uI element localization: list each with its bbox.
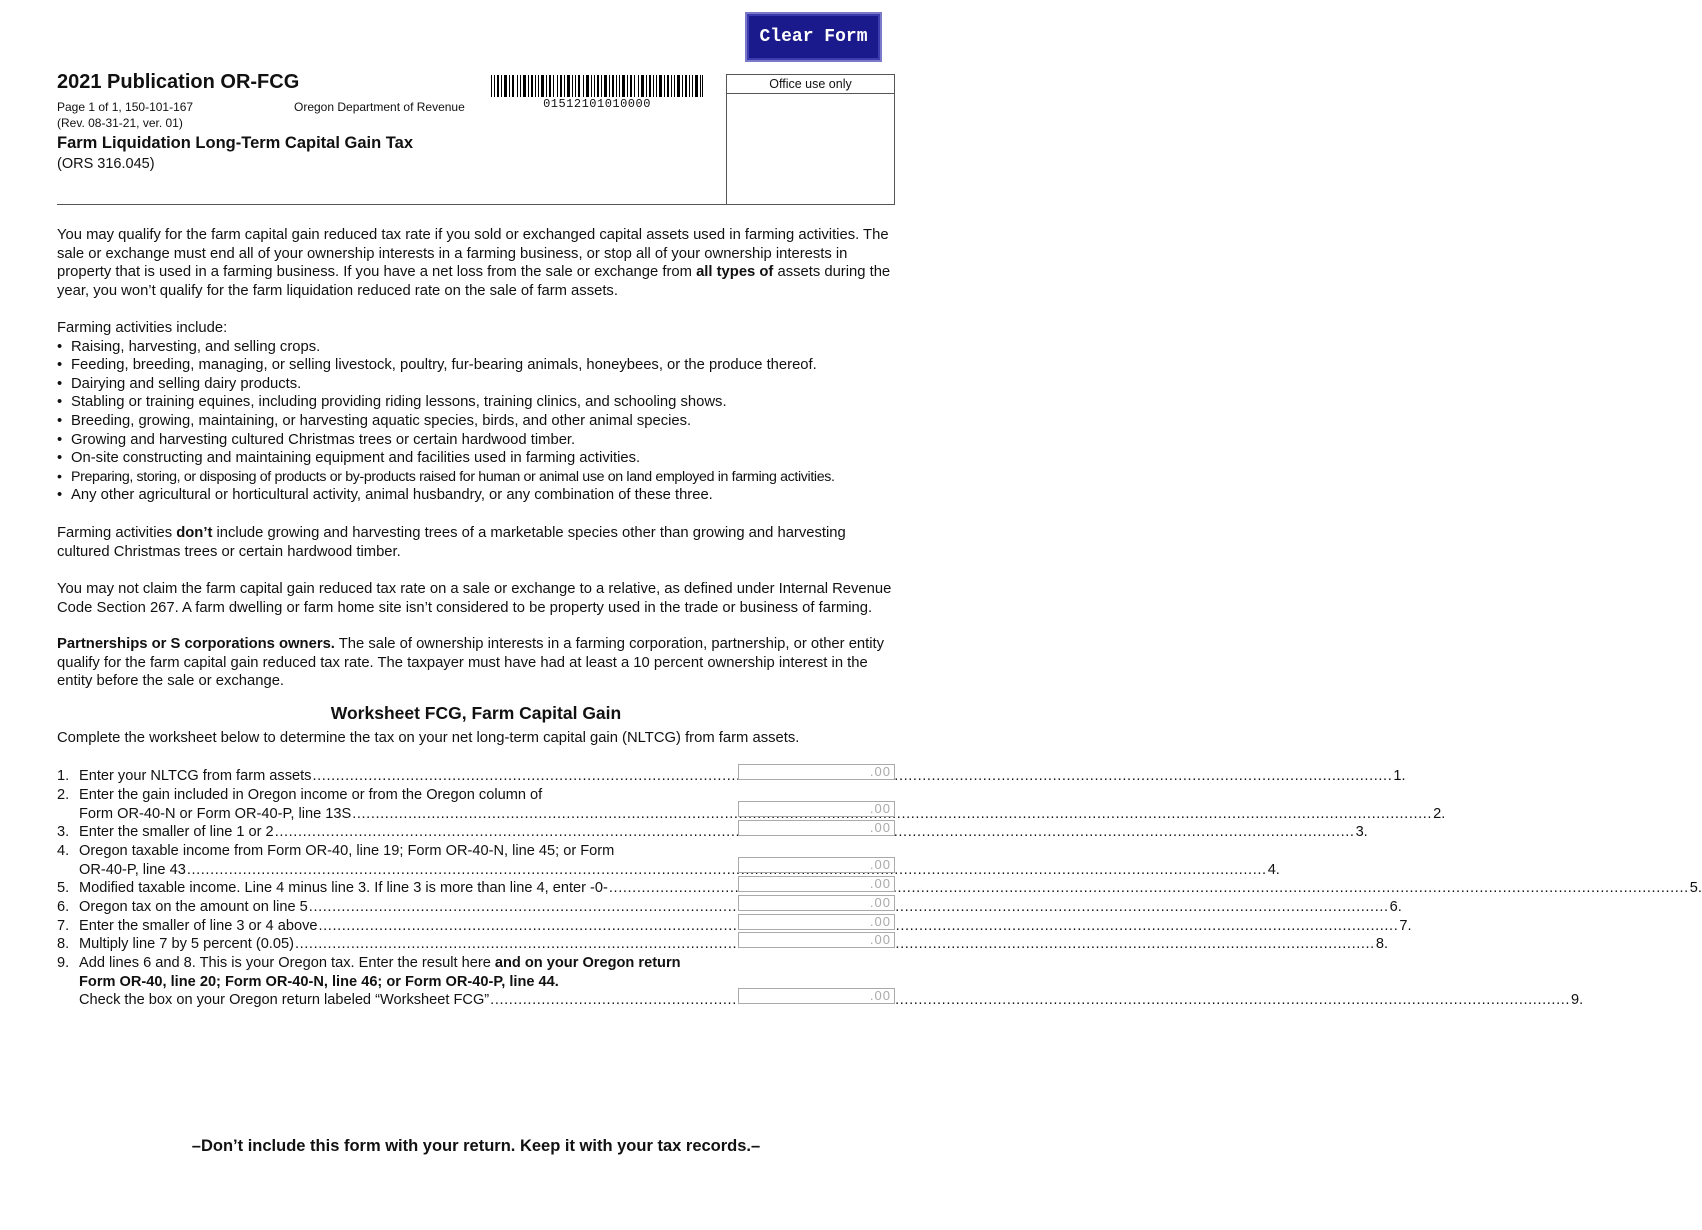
line-5-amount-field[interactable]: .00 [738, 876, 895, 892]
line-4-amount-field[interactable]: .00 [738, 857, 895, 873]
worksheet-intro: Complete the worksheet below to determine the tax on your net long-term capital gain (NLTCG) from farm assets. [57, 730, 800, 746]
line-7-amount-field[interactable]: .00 [738, 914, 895, 930]
worksheet-line-2: 2. Enter the gain included in Oregon income or from the Oregon column of Form OR-40-N or Form OR-40-P, line 13S ..... 2. [57, 786, 727, 823]
line-2-amount-field[interactable]: .00 [738, 801, 895, 817]
office-use-box [726, 74, 895, 205]
list-item: • Breeding, growing, maintaining, or harvesting aquatic species, birds, and other animal species. [57, 412, 897, 431]
page-info: Page 1 of 1, 150-101-167 [57, 100, 194, 114]
line-1-amount-field[interactable]: .00 [738, 764, 895, 780]
worksheet-line-7: 7. Enter the smaller of line 3 or 4 above ..... 7. [57, 917, 727, 936]
line-9-amount-field[interactable]: .00 [738, 988, 895, 1004]
statute-reference: (ORS 316.045) [57, 156, 155, 172]
footer-note: –Don’t include this form with your return. Keep it with your tax records.– [191, 1137, 761, 1155]
barcode [491, 75, 703, 97]
list-item: • Raising, harvesting, and selling crops. [57, 338, 897, 357]
list-item: • Any other agricultural or horticultural activity, animal husbandry, or any combination of these three. [57, 486, 897, 505]
farming-activities-section [57, 319, 897, 505]
barcode-number: 01512101010000 [543, 97, 651, 111]
worksheet-line-3: 3. Enter the smaller of line 1 or 2 ..... 3. [57, 823, 727, 842]
worksheet-line-1: 1. Enter your NLTCG from farm assets ..... 1. [57, 767, 727, 786]
worksheet-title: Worksheet FCG, Farm Capital Gain [330, 703, 622, 723]
intro-paragraph: You may qualify for the farm capital gain reduced tax rate if you sold or exchanged capital assets used in farming activities. The sale or exchange must end all of your ownership interests in a farming business, or stop all of your ownership interests in property that is used in a farming business. If you have a net loss from the sale or exchange from all types of assets during the year, you won’t qualify for the farm liquidation reduced rate on the sale of farm assets. [57, 227, 891, 299]
worksheet-line-8: 8. Multiply line 7 by 5 percent (0.05) ..... 8. [57, 935, 727, 954]
worksheet-line-9: 9. Add lines 6 and 8. This is your Oregon tax. Enter the result here and on your Oregon return Form OR-40, line 20; Form OR-40-N, line 46; or Form OR-40-P, line 44. [57, 955, 681, 990]
activities-heading: Farming activities include: [57, 320, 228, 336]
form-title: Farm Liquidation Long-Term Capital Gain Tax [57, 134, 413, 152]
publication-title: 2021 Publication OR-FCG [57, 71, 300, 93]
worksheet-line-4: 4. Oregon taxable income from Form OR-40, line 19; Form OR-40-N, line 45; or Form OR-40-P, line 43 ..... 4. [57, 842, 727, 879]
list-item: • Dairying and selling dairy products. [57, 375, 897, 394]
worksheet-line-6: 6. Oregon tax on the amount on line 5 ..... 6. [57, 898, 727, 917]
clear-form-button[interactable]: Clear Form [745, 12, 882, 62]
revision-info: (Rev. 08-31-21, ver. 01) [57, 116, 183, 130]
relative-sale-paragraph: You may not claim the farm capital gain reduced tax rate on a sale or exchange to a relative, as defined under Internal Revenue Code Section 267. A farm dwelling or farm home site isn’t considered to be property used in the trade or business of farming. [57, 581, 892, 616]
list-item: • On-site constructing and maintaining equipment and facilities used in farming activities. [57, 449, 897, 468]
list-item: • Stabling or training equines, including providing riding lessons, training clinics, and schooling shows. [57, 393, 897, 412]
activities-list [57, 338, 897, 505]
list-item: • Feeding, breeding, managing, or selling livestock, poultry, fur-bearing animals, honeybees, or the produce thereof. [57, 356, 897, 375]
line-6-amount-field[interactable]: .00 [738, 895, 895, 911]
line-3-amount-field[interactable]: .00 [738, 820, 895, 836]
header-divider [57, 204, 895, 205]
exclusion-paragraph: Farming activities don’t include growing and harvesting trees of a marketable species other than growing and harvesting cultured Christmas trees or certain hardwood timber. [57, 525, 846, 560]
list-item: • Preparing, storing, or disposing of products or by-products raised for human or animal use on land employed in farming activities. [57, 468, 897, 487]
partnerships-paragraph: Partnerships or S corporations owners. The sale of ownership interests in a farming corporation, partnership, or other entity qualify for the farm capital gain reduced tax rate. The taxpayer must have had at least a 10 percent ownership interest in the entity before the sale or exchange. [57, 636, 885, 690]
department-name: Oregon Department of Revenue [294, 100, 465, 114]
worksheet-line-9-final: Check the box on your Oregon return labeled “Worksheet FCG” ..... 9. [57, 991, 727, 1010]
line-8-amount-field[interactable]: .00 [738, 932, 895, 948]
worksheet-line-5: 5. Modified taxable income. Line 4 minus line 3. If line 3 is more than line 4, enter -0- ..... 5. [57, 879, 727, 898]
office-use-label: Office use only [727, 75, 894, 94]
list-item: • Growing and harvesting cultured Christmas trees or certain hardwood timber. [57, 431, 897, 450]
